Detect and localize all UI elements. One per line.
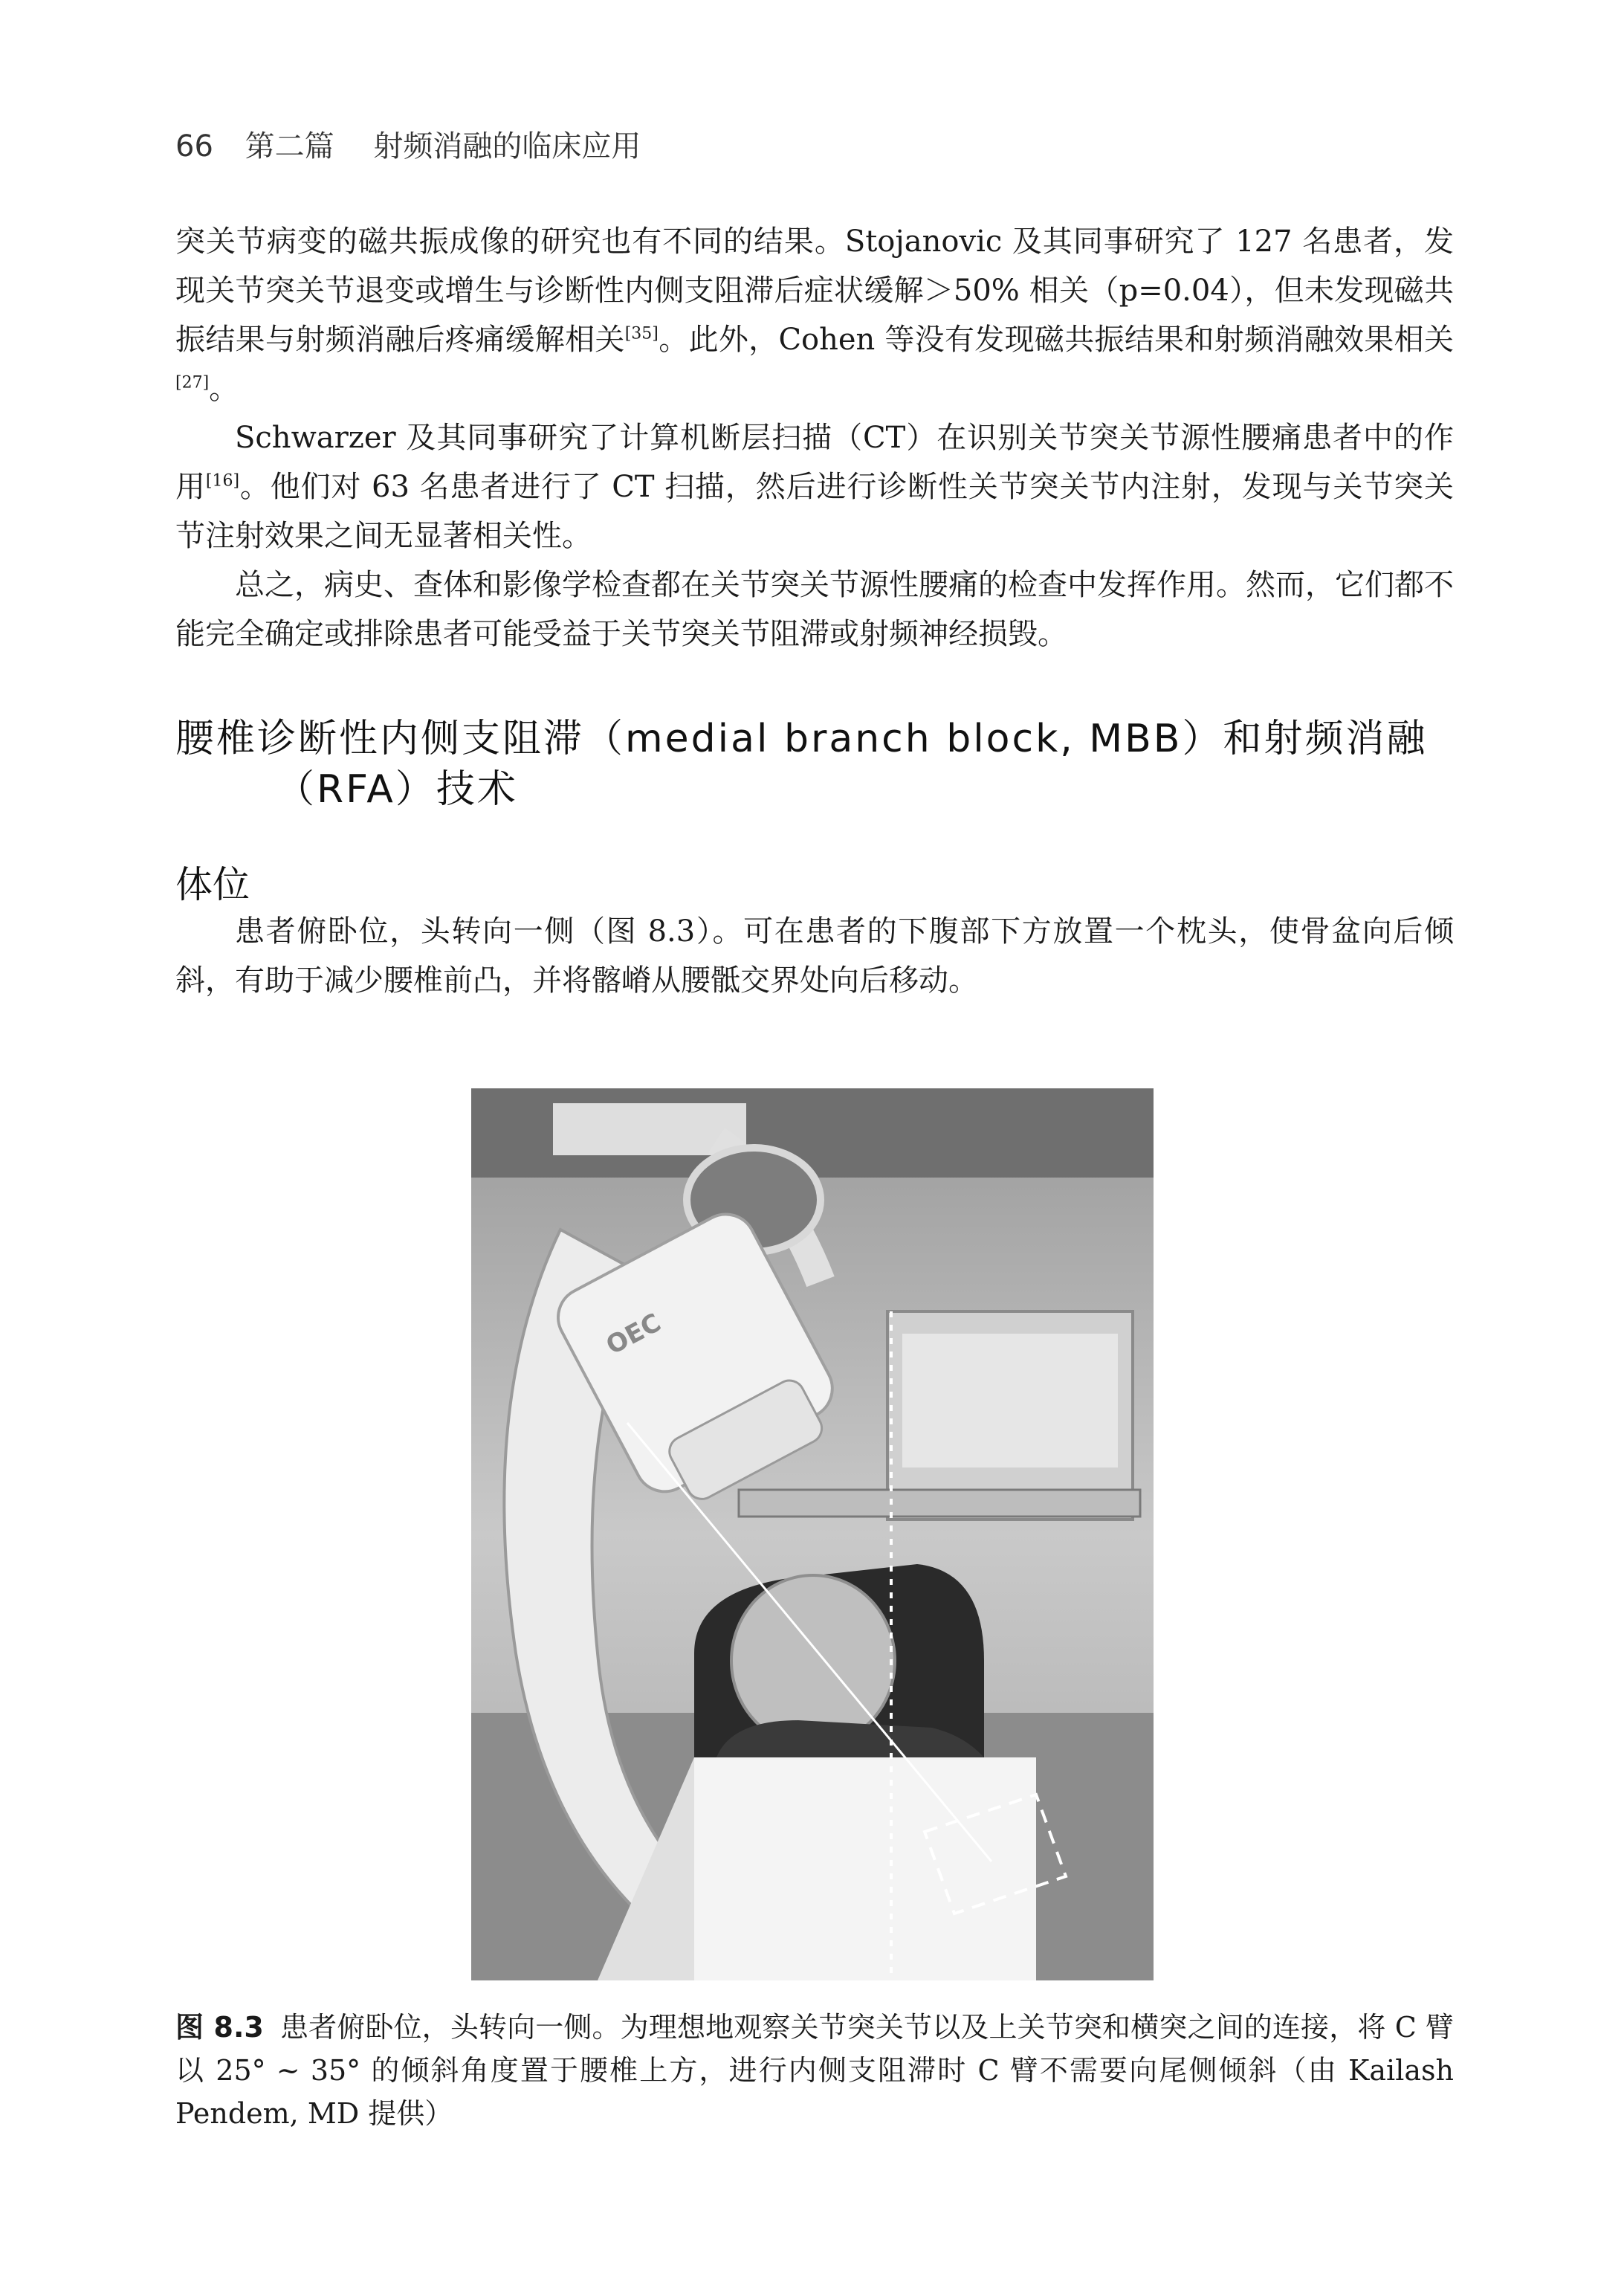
paragraph-mri-text-1: 突关节病变的磁共振成像的研究也有不同的结果。Stojanovic 及其同事研究了 127 名患者，发现关节突关节退变或增生与诊断性内侧支阻滞后症状缓解＞50% 相关（p=0.04），但未发现磁共振结果与射频消融后疼痛缓解相关 [175, 225, 1454, 357]
paragraph-mri-text-2: 。此外，Cohen 等没有发现磁共振结果和射频消融效果相关 [658, 323, 1454, 357]
paragraph-ct-text-2: 。他们对 63 名患者进行了 CT 扫描，然后进行诊断性关节突关节内注射，发现与关节突关节注射效果之间无显著相关性。 [175, 470, 1454, 553]
paragraph-mri-text-3: 。 [209, 372, 239, 406]
paragraph-summary: 总之，病史、查体和影像学检查都在关节突关节源性腰痛的检查中发挥作用。然而，它们都不能完全确定或排除患者可能受益于关节突关节阻滞或射频神经损毁。 [175, 568, 1454, 651]
section-heading [175, 714, 1476, 815]
section-heading-line1: 腰椎诊断性内侧支阻滞（medial branch block, MBB）和射频消融 [175, 717, 1428, 761]
figure-caption-text: 患者俯卧位，头转向一侧。为理想地观察关节突关节以及上关节突和横突之间的连接，将 C 臂以 25° ~ 35° 的倾斜角度置于腰椎上方，进行内侧支阻滞时 C 臂不需要向尾侧倾斜（由 Kailash Pendem, MD 提供） [175, 2011, 1454, 2130]
subheading-position: 体位 [175, 863, 250, 906]
paragraph-ct-text-1: Schwarzer 及其同事研究了计算机断层扫描（CT）在识别关节突关节源性腰痛患者中的作用 [175, 421, 1454, 504]
figure-photo [471, 1088, 1154, 1980]
page-number: 66 [175, 129, 213, 164]
ref-27: [27] [175, 373, 210, 393]
paragraph-mri [175, 217, 1454, 413]
paragraph-position: 患者俯卧位，头转向一侧（图 8.3）。可在患者的下腹部下方放置一个枕头，使骨盆向后倾斜，有助于减少腰椎前凸，并将髂嵴从腰骶交界处向后移动。 [175, 914, 1454, 998]
ref-35: [35] [624, 324, 659, 343]
oec-logo: OEC [601, 1308, 666, 1361]
paragraph-ct [175, 413, 1454, 561]
part-title: 射频消融的临床应用 [373, 129, 641, 164]
body-text-block [175, 217, 1454, 659]
c-arm-photo-illustration [471, 1088, 1154, 1980]
ref-16: [16] [205, 471, 240, 491]
running-header [175, 123, 641, 165]
section-heading-line2: （RFA）技术 [276, 767, 518, 812]
part-label: 第二篇 [245, 129, 334, 164]
figure-caption [175, 2006, 1454, 2135]
figure-label: 图 8.3 [175, 2011, 264, 2044]
position-text-block [175, 907, 1454, 1005]
